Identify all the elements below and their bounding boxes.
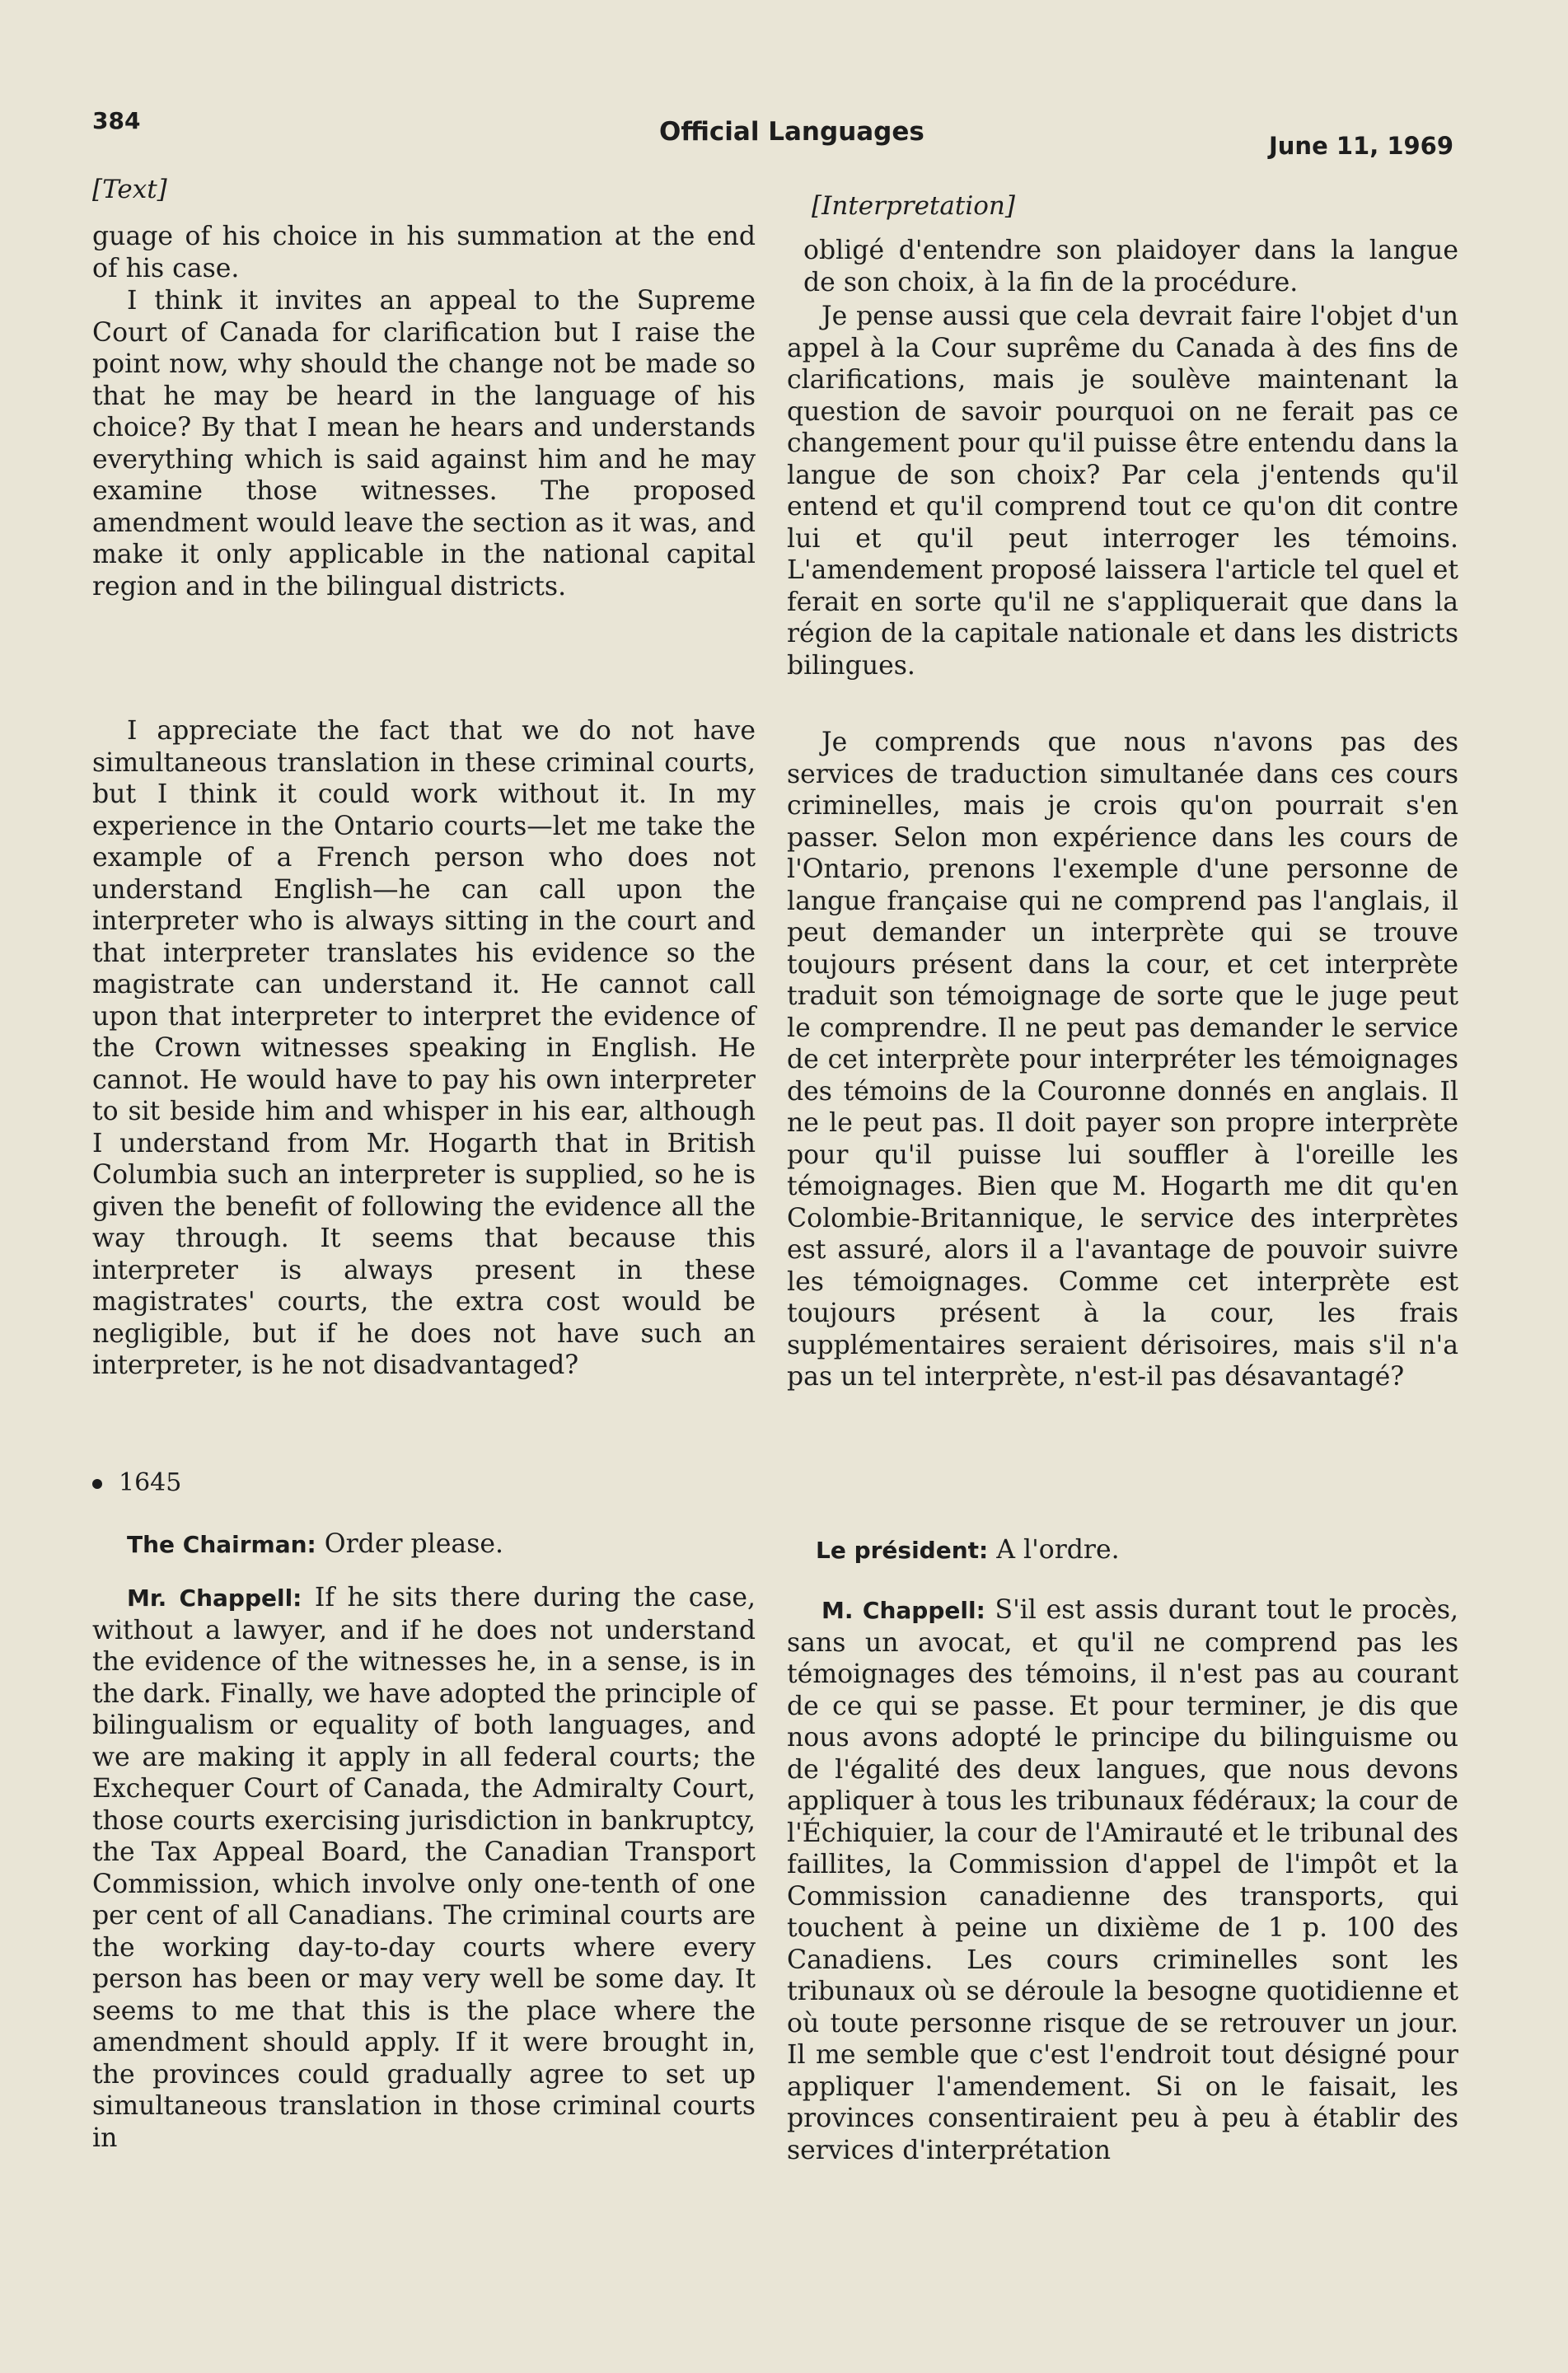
time-marker (92, 1468, 181, 1497)
chairman-line (127, 1528, 756, 1561)
running-title: Official Languages (659, 117, 924, 147)
french-paragraph: Je pense aussi que cela devrait faire l'objet d'un appel à la Cour suprême du Canada à des fins de clarifications, mais je soulève maintenant la question de savoir pourquoi on ne ferait pas ce changement pour qu'il puisse être entendu dans la langue de son choix? Par cela j'entends qu'il entend et qu'il comprend tout ce qu'on dit contre lui et qu'il peut interroger les témoins. L'amendement proposé laissera l'article tel quel et ferait en sorte qu'il ne s'appliquerait que dans la région de la capitale nationale et dans les districts bilingues. (787, 302, 1458, 681)
speaker-name: Mr. Chappell: (127, 1584, 302, 1612)
french-paragraph: obligé d'entendre son plaidoyer dans la langue de son choix, à la fin de la procédure. (803, 236, 1458, 297)
page-number: 384 (92, 107, 141, 134)
speaker-name: Le président: (816, 1537, 989, 1564)
speech-text: A l'ordre. (996, 1535, 1120, 1565)
bullet-icon (92, 1479, 102, 1489)
english-paragraph: I think it invites an appeal to the Supreme Court of Canada for clarification but I raise the point now, why should the change not be made so that he may be heard in the language of his choice? By that I mean he hears and understands everything which is said against him and he may examine those witnesses. The proposed amendment would leave the section as it was, and make it only applicable in the national capital region and in the bilingual districts. (92, 286, 756, 601)
speech-text: S'il est assis durant tout le procès, sans un avocat, et qu'il ne comprend pas les témoignages des témoins, il n'est pas au courant de ce qui se passe. Et pour terminer, je dis que nous avons adopté le principe du bilinguisme ou de l'égalité des deux langues, que nous devons appliquer à tous les tribunaux fédéraux; la cour de l'Échiquier, la cour de l'Amirauté et le tribunal des faillites, la Commission d'appel de l'impôt et la Commission canadienne des transports, qui touchent à peine un dixième de 1 p. 100 des Canadiens. Les cours criminelles sont les tribunaux où se déroule la besogne quotidienne et où toute personne risque de se retrouver un jour. Il me semble que c'est l'endroit tout désigné pour appliquer l'amendement. Si on le faisait, les provinces consentiraient peu à peu à établir des services d'interprétation (787, 1595, 1459, 2165)
english-paragraph: I appreciate the fact that we do not have simultaneous translation in these criminal courts, but I think it could work without it. In my experience in the Ontario courts—let me take the example of a French person who does not understand English—he can call upon the interpreter who is always sitting in the court and that interpreter translates his evidence so the magistrate can understand it. He cannot call upon that interpreter to interpret the evidence of the Crown witnesses speaking in English. He cannot. He would have to pay his own interpreter to sit beside him and whisper in his ear, although I understand from Mr. Hogarth that in British Columbia such an interpreter is supplied, so he is given the benefit of following the evidence all the way through. It seems that because this interpreter is always present in these magistrates' courts, the extra cost would be negligible, but if he does not have such an interpreter, is he not disadvantaged? (92, 716, 756, 1380)
english-label: [Text] (92, 175, 167, 204)
french-label: [Interpretation] (812, 191, 1015, 221)
chappell-paragraph (92, 1582, 756, 2154)
chappell-paragraph (787, 1594, 1458, 2166)
header-date: June 11, 1969 (1269, 132, 1454, 160)
speech-text: Order please. (324, 1529, 504, 1559)
page-header (0, 107, 1568, 160)
chairman-line (816, 1534, 1458, 1567)
speech-text: If he sits there during the case, without a lawyer, and if he does not understand the evidence of the witnesses he, in a sense, is in the dark. Finally, we have adopted the principle of bilingualism or equality of both languages, and we are making it apply in all federal courts; the Exchequer Court of Canada, the Admiralty Court, those courts exercising jurisdiction in bankruptcy, the Tax Appeal Board, the Canadian Transport Commission, which involve only one-tenth of one per cent of all Canadians. The criminal courts are the working day-to-day courts where every person has been or may very well be some day. It seems to me that this is the place where the amendment should apply. If it were brought in, the provinces could gradually agree to set up simultaneous translation in those criminal courts in (92, 1583, 756, 2153)
english-paragraph: guage of his choice in his summation at the end of his case. (92, 222, 756, 283)
speaker-name: The Chairman: (127, 1531, 316, 1558)
time-text: 1645 (119, 1468, 182, 1497)
french-paragraph: Je comprends que nous n'avons pas des services de traduction simultanée dans ces cours criminelles, mais je crois qu'on pourrait s'en passer. Selon mon expérience dans les cours de l'Ontario, prenons l'exemple d'une personne de langue française qui ne comprend pas l'anglais, il peut demander un interprète qui se trouve toujours présent dans la cour, et cet interprète traduit son témoignage de sorte que le juge peut le comprendre. Il ne peut pas demander le service de cet interprète pour interpréter les témoignages des témoins de la Couronne donnés en anglais. Il ne le peut pas. Il doit payer son propre interprète pour qu'il puisse lui souffler à l'oreille les témoignages. Bien que M. Hogarth me dit qu'en Colombie-Britannique, le service des interprètes est assuré, alors il a l'avantage de pouvoir suivre les témoignages. Comme cet interprète est toujours présent à la cour, les frais supplémentaires seraient dérisoires, mais s'il n'a pas un tel interprète, n'est-il pas désavantagé? (787, 728, 1458, 1392)
speaker-name: M. Chappell: (821, 1597, 985, 1624)
